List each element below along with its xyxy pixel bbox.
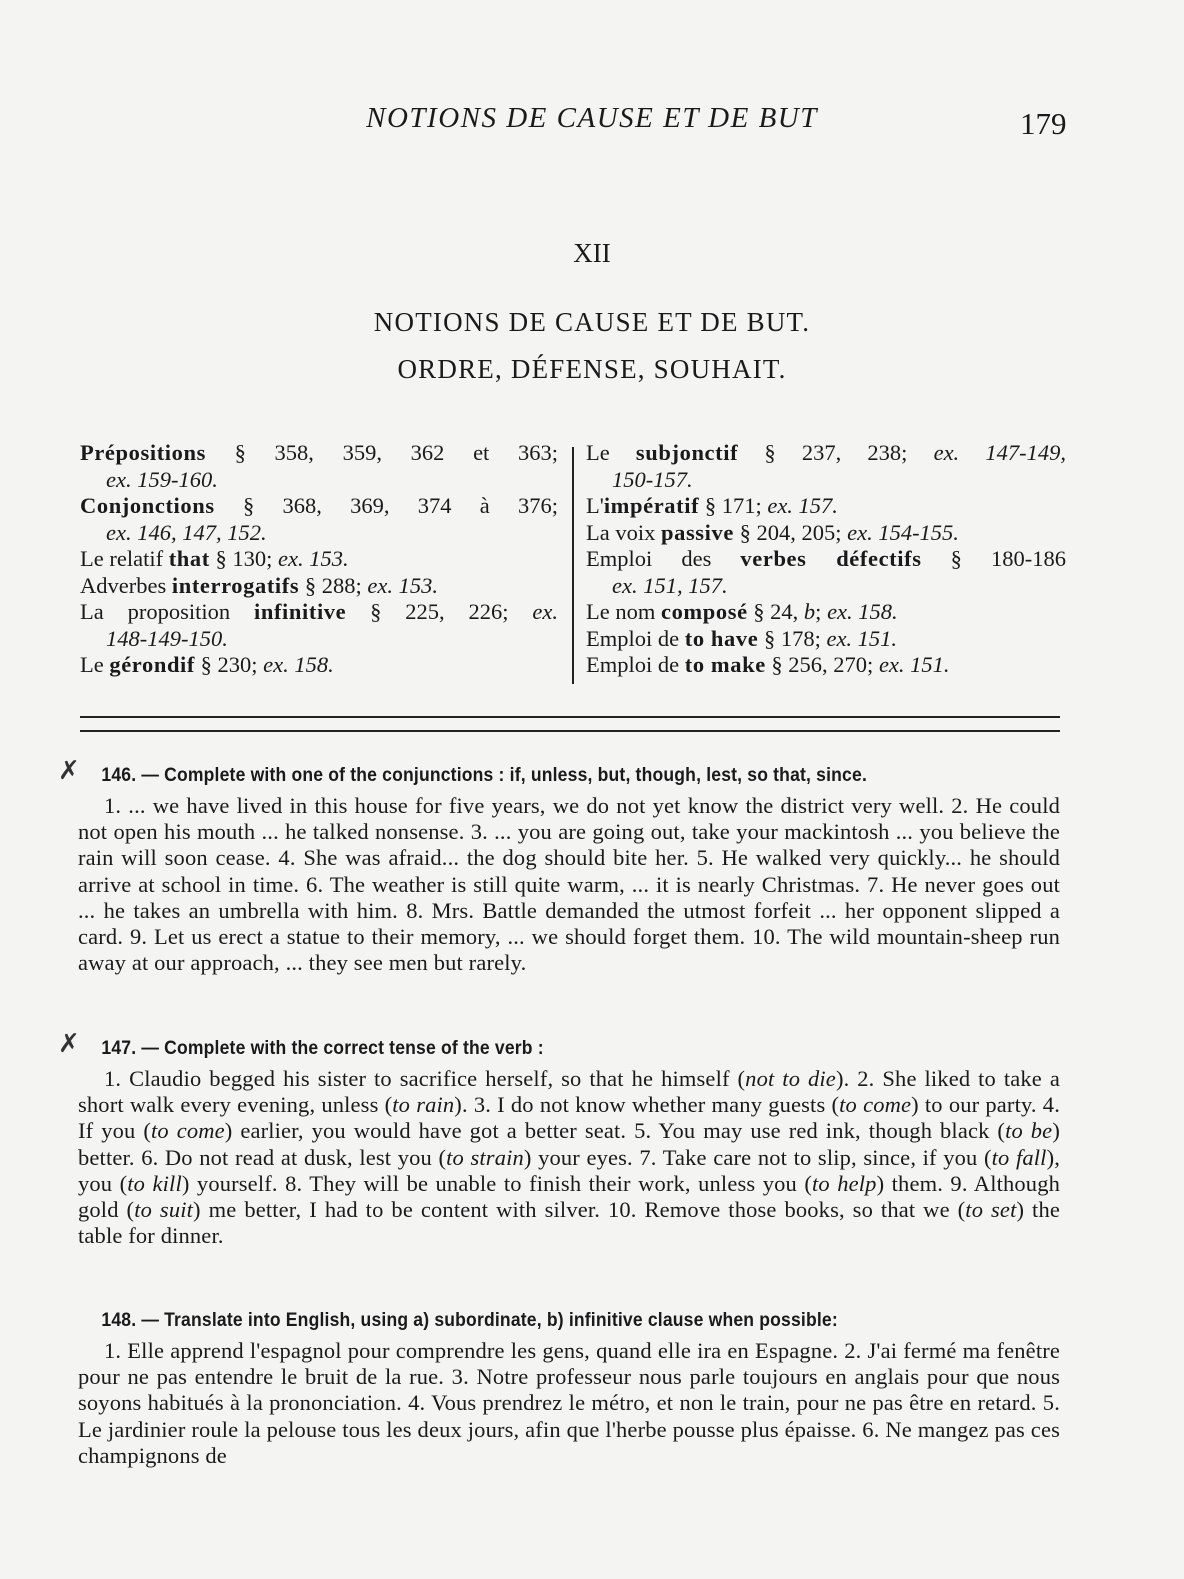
- exercise-body: [78, 793, 1060, 976]
- bold-term: infinitive: [253, 599, 347, 624]
- chapter-title-line-2: ORDRE, DÉFENSE, SOUHAIT.: [397, 354, 787, 384]
- bold-term: that: [168, 546, 210, 571]
- double-rule-bottom: [80, 730, 1060, 732]
- italic-text: ex. 153.: [367, 572, 438, 598]
- italic-text: to be: [1005, 1118, 1053, 1144]
- text-segment: Emploi de: [586, 652, 685, 677]
- bold-term: subjonctif: [635, 440, 739, 465]
- text-segment: § 256, 270;: [765, 652, 879, 677]
- italic-text: ex. 158.: [827, 599, 898, 624]
- italic-text: to come: [150, 1118, 225, 1144]
- reference-entry-line: [80, 652, 558, 679]
- text-segment: § 225, 226;: [346, 599, 533, 624]
- italic-text: 148-149-150.: [106, 625, 228, 651]
- text-segment: 1. ... we have lived in this house for five years, we do not yet know the district very well. 2. He could not open his mouth ... he talked nonsense. 3. ... you are going out, take your mackintosh ... you believe the rain will soon cease. 4. She was afraid... the dog should bite her. 5. He walked very quickly... he should arrive at school in time. 6. The weather is still quite warm, ... it is nearly Christmas. 7. He never goes out ... he takes an umbrella with him. 8. Mrs. Battle demanded the utmost forfeit ... her opponent slipped a card. 9. Let us erect a statue to their memory, ... we should forget them. 10. The wild mountain-sheep run away at our approach, ... they see men but rarely.: [78, 793, 1060, 976]
- italic-text: to rain: [392, 1092, 455, 1118]
- reference-entry-line: [586, 626, 1066, 653]
- italic-text: not to die: [745, 1066, 836, 1091]
- text-segment: § 237, 238;: [738, 440, 934, 465]
- exercise-147: [58, 1029, 1061, 1249]
- exercise-heading: 148. — Translate into English, using a) subordinate, b) infinitive clause when possible:: [101, 1309, 838, 1331]
- text-segment: Le relatif: [80, 546, 169, 571]
- text-segment: ;: [815, 599, 828, 624]
- text-segment: Le nom: [586, 599, 661, 624]
- reference-entry-line: [586, 520, 1066, 547]
- text-segment: § 204, 205;: [733, 519, 848, 545]
- reference-entry-line: [80, 573, 558, 600]
- text-segment: ) to our party. 4. If you (: [78, 1092, 1060, 1144]
- text-segment: ). 3. I do not know whether many guests (: [454, 1092, 840, 1118]
- reference-entry-line: [586, 652, 1066, 679]
- text-segment: La voix: [586, 519, 661, 545]
- italic-text: ex. 154-155.: [847, 519, 959, 545]
- grammar-references-left: [80, 440, 558, 679]
- italic-text: to help: [811, 1170, 877, 1196]
- text-segment: § 288;: [299, 572, 368, 598]
- text-segment: ) your eyes. 7. Take care not to slip, since, if you (: [523, 1144, 992, 1170]
- grammar-references-right: [586, 440, 1066, 679]
- text-segment: Adverbes: [80, 572, 172, 598]
- reference-entry-line: [80, 440, 558, 467]
- italic-text: ex. 158.: [263, 652, 334, 677]
- handwritten-check-mark: ✗: [58, 1029, 80, 1059]
- bold-term: impératif: [603, 493, 700, 518]
- reference-entry-line: [80, 546, 558, 573]
- bold-term: interrogatifs: [171, 572, 300, 598]
- exercise-148: [78, 1309, 1060, 1469]
- reference-entry-line: [586, 573, 1066, 600]
- italic-text: to strain: [446, 1144, 524, 1170]
- reference-entry-line: [586, 599, 1066, 626]
- italic-text: b: [803, 599, 816, 624]
- text-segment: ) them. 9. Although gold (: [78, 1170, 1061, 1223]
- text-segment: § 178;: [758, 625, 827, 651]
- italic-text: ex. 159-160.: [106, 466, 218, 492]
- italic-text: ex. 147-149,: [933, 440, 1066, 465]
- text-segment: Emploi des: [586, 546, 741, 571]
- text-segment: ) earlier, you would have got a better seat. 5. You may use red ink, though black (: [224, 1118, 1006, 1144]
- reference-entry-line: [80, 520, 558, 547]
- chapter-title-line-1: NOTIONS DE CAUSE ET DE BUT.: [373, 307, 811, 337]
- text-segment: § 24,: [747, 599, 804, 624]
- exercise-heading: 147. — Complete with the correct tense of the verb :: [101, 1037, 544, 1059]
- italic-text: ex. 151.: [878, 652, 950, 677]
- text-segment: Le: [586, 440, 636, 465]
- italic-text: to fall: [991, 1144, 1047, 1170]
- italic-text: ex. 151, 157.: [612, 572, 728, 598]
- italic-text: ex. 151.: [826, 625, 898, 651]
- reference-entry-line: [586, 440, 1066, 467]
- reference-entry-line: [80, 467, 558, 494]
- chapter-number: XII: [573, 238, 611, 268]
- text-segment: ) the table for dinner.: [78, 1197, 1060, 1249]
- text-segment: ) yourself. 8. They will be unable to finish their work, unless you (: [181, 1170, 812, 1196]
- text-segment: § 180-186: [921, 546, 1066, 571]
- text-segment: 1. Claudio begged his sister to sacrifice herself, so that he himself (: [104, 1066, 746, 1091]
- page-number: 179: [1020, 106, 1067, 141]
- italic-text: to kill: [127, 1170, 182, 1196]
- bold-term: gérondif: [109, 652, 195, 677]
- reference-entry-line: [80, 599, 558, 626]
- text-segment: ) me better, I had to be content with silver. 10. Remove those books, so that we (: [193, 1197, 966, 1223]
- reference-entry-line: [586, 467, 1066, 494]
- text-segment: L': [586, 493, 604, 518]
- reference-entry-line: [586, 546, 1066, 573]
- italic-text: to suit: [134, 1197, 194, 1223]
- reference-entry-line: [586, 493, 1066, 520]
- bold-term: passive: [660, 519, 734, 545]
- exercise-body: [78, 1066, 1060, 1249]
- text-segment: § 130;: [209, 546, 278, 571]
- text-segment: § 171;: [699, 493, 768, 518]
- italic-text: to set: [965, 1197, 1017, 1223]
- running-head: NOTIONS DE CAUSE ET DE BUT: [366, 102, 818, 134]
- italic-text: ex. 146, 147, 152.: [106, 519, 267, 545]
- text-segment: Emploi de: [586, 625, 685, 651]
- reference-entry-line: [80, 626, 558, 653]
- exercise-heading: 146. — Complete with one of the conjunctions : if, unless, but, though, lest, so that, since.: [101, 764, 868, 786]
- handwritten-check-mark: ✗: [58, 756, 80, 786]
- text-segment: La proposition: [80, 599, 254, 624]
- italic-text: ex. 157.: [767, 493, 838, 518]
- text-segment: § 368, 369, 374 à 376;: [214, 493, 558, 518]
- bold-term: to have: [684, 625, 759, 651]
- text-segment: ) better. 6. Do not read at dusk, lest you (: [78, 1118, 1060, 1170]
- bold-term: to make: [684, 652, 766, 677]
- text-segment: § 358, 359, 362 et 363;: [205, 440, 558, 465]
- column-divider: [572, 447, 574, 684]
- exercise-146: [58, 756, 1060, 976]
- text-segment: ). 2. She liked to take a short walk every evening, unless (: [78, 1066, 1060, 1118]
- bold-term: Prépositions: [80, 440, 206, 465]
- text-segment: Le: [80, 652, 110, 677]
- italic-text: to come: [839, 1092, 912, 1118]
- exercise-body: [78, 1338, 1060, 1469]
- text-segment: ), you (: [78, 1144, 1060, 1196]
- italic-text: ex. 153.: [278, 546, 349, 571]
- text-segment: 1. Elle apprend l'espagnol pour comprendre les gens, quand elle ira en Espagne. 2. J'ai fermé ma fenêtre pour ne pas entendre le bruit de la rue. 3. Notre professeur nous parle toujours en anglais pour que nous soyons habitués à la prononciation. 4. Vous prendrez le métro, et non le train, pour ne pas être en retard. 5. Le jardinier roule la pelouse tous les deux jours, afin que l'herbe pousse plus épaisse. 6. Ne mangez pas ces champignons de: [78, 1338, 1060, 1468]
- reference-entry-line: [80, 493, 558, 520]
- bold-term: composé: [660, 599, 748, 624]
- double-rule-top: [80, 716, 1060, 718]
- bold-term: verbes défectifs: [740, 546, 922, 571]
- italic-text: ex.: [532, 599, 558, 624]
- bold-term: Conjonctions: [80, 493, 215, 518]
- text-segment: § 230;: [195, 652, 264, 677]
- italic-text: 150-157.: [612, 466, 693, 492]
